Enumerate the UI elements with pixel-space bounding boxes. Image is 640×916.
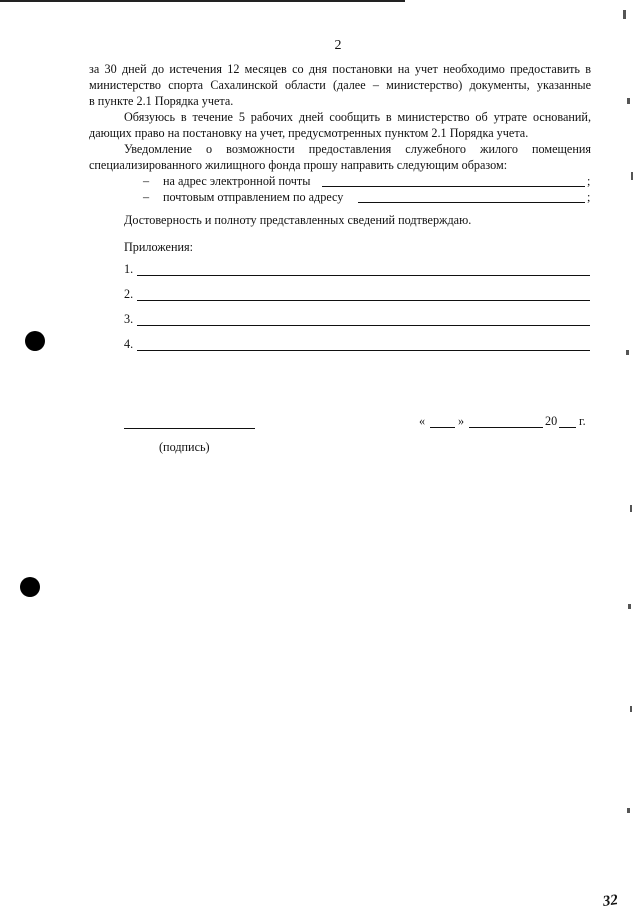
handwritten-page-number: 32 (601, 892, 619, 910)
attachment-number: 2. (124, 287, 134, 301)
paragraph-3-line-1: Уведомление о возможности предоставления служебного жилого помещения (124, 142, 591, 156)
postal-address-field[interactable] (358, 202, 585, 203)
email-field[interactable] (322, 186, 585, 187)
attachment-field-2[interactable] (137, 300, 590, 301)
binder-hole-bottom (20, 577, 40, 597)
scan-speck (627, 808, 630, 813)
scan-speck (628, 604, 631, 609)
paragraph-1-line-1: за 30 дней до истечения 12 месяцев со дня постановки на учет необходимо предоставить в (89, 62, 591, 76)
attachment-number: 4. (124, 337, 134, 351)
paragraph-3-line-2: специализированного жилищного фонда прошу направить следующим образом: (89, 158, 508, 172)
scan-speck (631, 172, 633, 180)
option-dash: – (143, 190, 150, 204)
binder-hole-top (25, 331, 45, 351)
option-email-end: ; (587, 174, 591, 188)
date-month-field[interactable] (469, 427, 543, 428)
scan-speck (630, 706, 632, 712)
date-year-prefix: 20 (545, 414, 558, 428)
paragraph-2-line-2: дающих право на постановку на учет, предусмотренных пунктом 2.1 Порядка учета. (89, 126, 529, 140)
scan-speck (630, 505, 632, 512)
date-open-quote: « (419, 414, 426, 428)
date-close-quote: » (458, 414, 465, 428)
attachment-number: 3. (124, 312, 134, 326)
scan-speck (623, 10, 626, 19)
date-year-suffix: г. (579, 414, 586, 428)
signature-field[interactable] (124, 428, 255, 429)
attachment-number: 1. (124, 262, 134, 276)
scan-speck (627, 98, 630, 104)
paragraph-1-line-3: в пункте 2.1 Порядка учета. (89, 94, 234, 108)
date-day-field[interactable] (430, 427, 455, 428)
attachment-field-4[interactable] (137, 350, 590, 351)
paragraph-1-line-2: министерство спорта Сахалинской области (далее – министерство) документы, указанные (89, 78, 591, 92)
signature-caption: (подпись) (159, 440, 210, 454)
attachment-field-1[interactable] (137, 275, 590, 276)
scan-top-edge-line (0, 0, 405, 2)
attachments-title: Приложения: (124, 240, 193, 254)
scan-speck (626, 350, 629, 355)
option-email-label: на адрес электронной почты (163, 174, 311, 188)
date-year-field[interactable] (559, 427, 576, 428)
option-post-end: ; (587, 190, 591, 204)
option-dash: – (143, 174, 150, 188)
attachment-field-3[interactable] (137, 325, 590, 326)
option-post-label: почтовым отправлением по адресу (163, 190, 344, 204)
paragraph-2-line-1: Обязуюсь в течение 5 рабочих дней сообщить в министерство об утрате оснований, (124, 110, 591, 124)
confirmation-text: Достоверность и полноту представленных сведений подтверждаю. (124, 213, 472, 227)
page-number: 2 (334, 38, 342, 53)
